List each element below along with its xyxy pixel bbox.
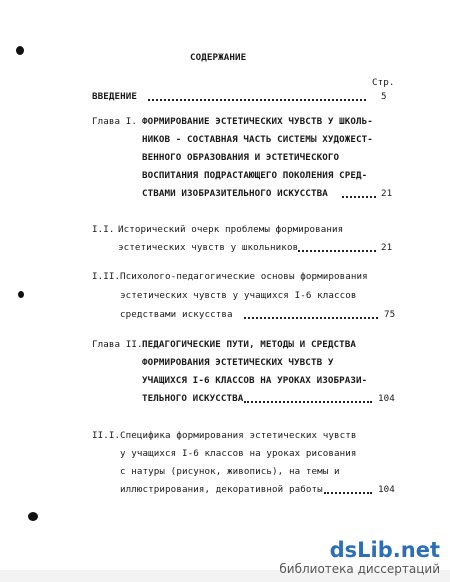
toc-entry-text: НИКОВ - СОСТАВНАЯ ЧАСТЬ СИСТЕМЫ ХУДОЖЕСТ- bbox=[142, 134, 373, 145]
toc-entry-label: I.I. bbox=[92, 224, 115, 235]
toc-entry-text: ПЕДАГОГИЧЕСКИЕ ПУТИ, МЕТОДЫ И СРЕДСТВА bbox=[142, 339, 356, 350]
margin-mark bbox=[18, 291, 24, 298]
margin-mark bbox=[28, 512, 38, 521]
toc-leader-dots bbox=[148, 99, 366, 101]
toc-entry-label: Глава II. bbox=[92, 339, 143, 350]
watermark-subtitle: библиотека диссертаций bbox=[279, 562, 440, 576]
toc-entry-text: ТЕЛЬНОГО ИСКУССТВА bbox=[142, 393, 244, 404]
toc-entry-text: ВВЕДЕНИЕ bbox=[92, 91, 138, 102]
toc-entry-text: эстетических чувств у учащихся I-6 классов bbox=[120, 290, 357, 301]
toc-entry-label: II.I. bbox=[92, 430, 121, 441]
toc-entry-text: ФОРМИРОВАНИЕ ЭСТЕТИЧЕСКИХ ЧУВСТВ У ШКОЛЬ- bbox=[142, 116, 373, 127]
toc-page-number: 21 bbox=[381, 242, 393, 253]
page-column-header: Стр. bbox=[372, 77, 395, 88]
toc-leader-dots bbox=[324, 492, 372, 494]
toc-page-number: 75 bbox=[384, 309, 396, 320]
page-title: СОДЕРЖАНИЕ bbox=[190, 52, 247, 63]
toc-entry-text: с натуры (рисунок, живопись), на темы и bbox=[120, 466, 340, 477]
toc-entry-text: эстетических чувств у школьников bbox=[118, 242, 299, 253]
toc-page-number: 5 bbox=[381, 91, 387, 102]
toc-entry-label: I.II. bbox=[92, 271, 121, 282]
toc-entry-text: ВОСПИТАНИЯ ПОДРАСТАЮЩЕГО ПОКОЛЕНИЯ СРЕД- bbox=[142, 170, 368, 181]
toc-leader-dots bbox=[342, 196, 376, 198]
margin-mark bbox=[16, 46, 24, 55]
toc-entry-text: ВЕННОГО ОБРАЗОВАНИЯ И ЭСТЕТИЧЕСКОГО bbox=[142, 152, 340, 163]
toc-leader-dots bbox=[244, 401, 372, 403]
toc-entry-text: средствами искусства bbox=[120, 309, 233, 320]
watermark[interactable] bbox=[279, 538, 440, 576]
toc-entry-text: Психолого-педагогические основы формирования bbox=[120, 271, 368, 282]
toc-entry-text: Исторический очерк проблемы формирования bbox=[118, 224, 344, 235]
toc-page-number: 104 bbox=[378, 393, 395, 404]
toc-entry-text: у учащихся I-6 классов на уроках рисования bbox=[120, 448, 357, 459]
toc-entry-text: иллюстрирования, декоративной работы bbox=[120, 484, 323, 495]
toc-entry-label: Глава I. bbox=[92, 116, 138, 127]
toc-entry-text: ФОРМИРОВАНИЯ ЭСТЕТИЧЕСКИХ ЧУВСТВ У bbox=[142, 357, 334, 368]
watermark-logo: dsLib.net bbox=[329, 538, 440, 562]
toc-page-number: 104 bbox=[378, 484, 395, 495]
toc-entry-text: СТВАМИ ИЗОБРАЗИТЕЛЬНОГО ИСКУССТВА bbox=[142, 188, 328, 199]
toc-page-number: 21 bbox=[381, 188, 393, 199]
toc-entry-text: УЧАЩИХСЯ I-6 КЛАССОВ НА УРОКАХ ИЗОБРАЗИ- bbox=[142, 375, 368, 386]
toc-leader-dots bbox=[298, 250, 376, 252]
toc-leader-dots bbox=[244, 317, 378, 319]
toc-entry-text: Специфика формирования эстетических чувств bbox=[120, 430, 357, 441]
